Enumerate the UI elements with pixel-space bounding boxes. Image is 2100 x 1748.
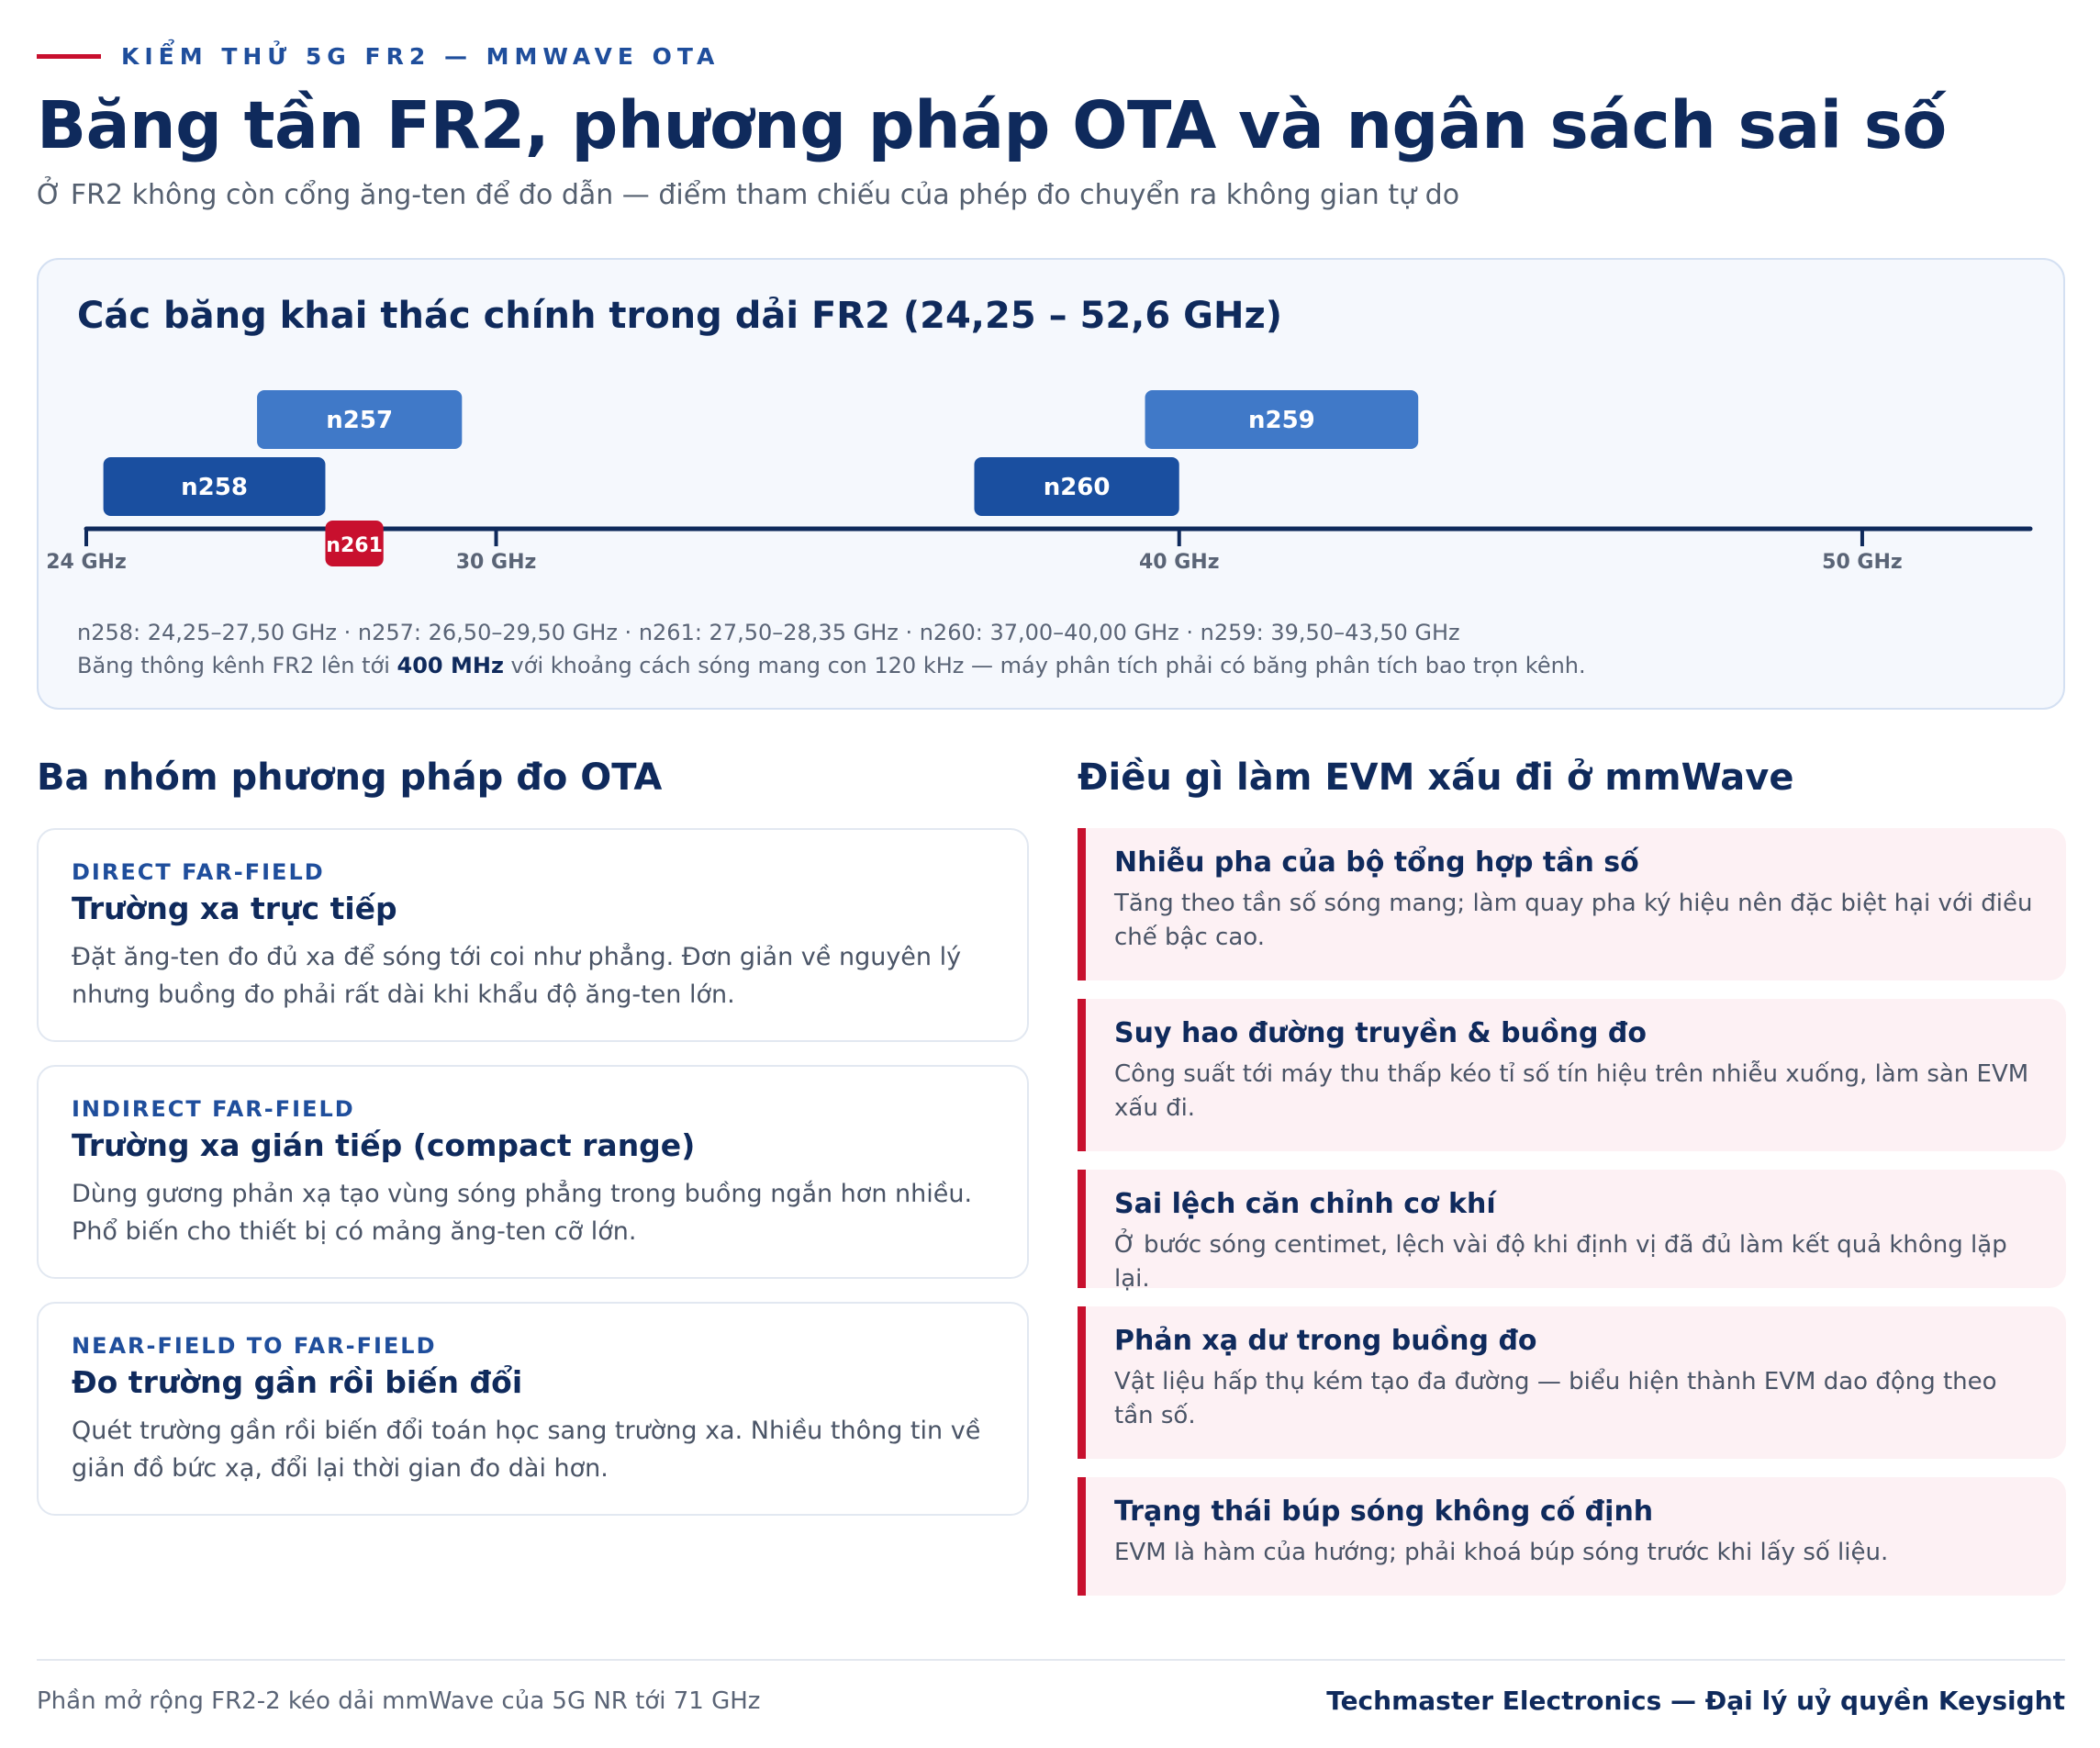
band-label-n258: n258 — [181, 474, 248, 501]
methods-title: Ba nhóm phương pháp đo OTA — [37, 756, 663, 799]
eyebrow — [37, 40, 720, 72]
footer-note: Phần mở rộng FR2-2 kéo dải mmWave của 5G NR tới 71 GHz — [37, 1687, 761, 1715]
factor-description: EVM là hàm của hướng; phải khoá búp sóng trước khi lấy số liệu. — [1114, 1539, 1889, 1566]
band-label-n259: n259 — [1247, 407, 1315, 434]
factors-title: Điều gì làm EVM xấu đi ở mmWave — [1078, 756, 1794, 799]
factor-card-beam-state — [1078, 1477, 2066, 1596]
factor-card-reflections — [1078, 1306, 2066, 1459]
factor-title: Sai lệch căn chỉnh cơ khí — [1114, 1188, 1496, 1220]
factor-title: Phản xạ dư trong buồng đo — [1114, 1325, 1537, 1357]
axis-tick-label: 40 GHz — [1138, 551, 1220, 574]
band-note-bandwidth: 400 MHz — [397, 653, 504, 678]
factor-description: Tăng theo tần số sóng mang; làm quay pha ký hiệu nên đặc biệt hại với điều chế bậc cao. — [1114, 890, 2033, 951]
factor-title: Trạng thái búp sóng không cố định — [1114, 1496, 1654, 1528]
band-note — [77, 653, 1586, 678]
footer-brand: Techmaster Electronics — Đại lý uỷ quyền Keysight — [1326, 1686, 2065, 1716]
factor-description: Công suất tới máy thu thấp kéo tỉ số tín hiệu trên nhiễu xuống, làm sàn EVM xấu đi. — [1114, 1060, 2029, 1122]
eyebrow-text: KIỂM THỬ 5G FR2 — MMWAVE OTA — [121, 42, 720, 70]
eyebrow-accent-line — [37, 54, 101, 59]
factor-description: Ở bước sóng centimet, lệch vài độ khi định vị đã đủ làm kết quả không lặp lại. — [1114, 1231, 2007, 1293]
axis-tick-label: 50 GHz — [1822, 551, 1903, 574]
band-chart-title: Các băng khai thác chính trong dải FR2 (24,25 – 52,6 GHz) — [77, 295, 1283, 337]
band-note-text: Băng thông kênh FR2 lên tới — [77, 653, 397, 678]
page-subtitle: Ở FR2 không còn cổng ăng-ten để đo dẫn — điểm tham chiếu của phép đo chuyển ra không gian tự do — [37, 179, 1460, 211]
method-name: Trường xa trực tiếp — [72, 891, 397, 926]
method-name: Trường xa gián tiếp (compact range) — [72, 1127, 696, 1163]
method-description: Dùng gương phản xạ tạo vùng sóng phẳng trong buồng ngắn hơn nhiều. Phổ biến cho thiết bị có mảng ăng-ten cỡ lớn. — [72, 1180, 973, 1246]
method-description: Quét trường gần rồi biến đổi toán học sang trường xa. Nhiều thông tin về giản đồ bức xạ, đổi lại thời gian đo dài hơn. — [72, 1417, 981, 1483]
factor-description: Vật liệu hấp thụ kém tạo đa đường — biểu hiện thành EVM dao động theo tần số. — [1114, 1368, 1997, 1429]
band-chart-card — [37, 258, 2065, 710]
factor-title: Suy hao đường truyền & buồng đo — [1114, 1017, 1647, 1049]
axis-tick-label: 30 GHz — [455, 551, 537, 574]
method-description: Đặt ăng-ten đo đủ xa để sóng tới coi như phẳng. Đơn giản về nguyên lý nhưng buồng đo phải rất dài khi khẩu độ ăng-ten lớn. — [72, 943, 962, 1009]
method-card-indirect-far-field — [37, 1065, 1029, 1279]
axis-tick-label: 24 GHz — [46, 551, 127, 574]
factor-card-phase-noise — [1078, 828, 2066, 980]
band-label-n257: n257 — [326, 407, 394, 434]
method-tag: NEAR-FIELD TO FAR-FIELD — [72, 1333, 437, 1359]
method-tag: DIRECT FAR-FIELD — [72, 859, 325, 885]
method-card-near-field — [37, 1302, 1029, 1516]
method-tag: INDIRECT FAR-FIELD — [72, 1096, 355, 1122]
footer-divider — [37, 1659, 2065, 1661]
page-title: Băng tần FR2, phương pháp OTA và ngân sách sai số — [37, 87, 1947, 163]
factor-card-alignment — [1078, 1170, 2066, 1293]
factor-title: Nhiễu pha của bộ tổng hợp tần số — [1114, 846, 1639, 879]
factor-card-path-loss — [1078, 999, 2066, 1151]
method-name: Đo trường gần rồi biến đổi — [72, 1364, 523, 1400]
band-label-n261: n261 — [326, 534, 383, 557]
band-label-n260: n260 — [1043, 474, 1111, 501]
band-range-list: n258: 24,25–27,50 GHz · n257: 26,50–29,50 GHz · n261: 27,50–28,35 GHz · n260: 37,00–40,00 GHz · n259: 39,50–43,50 GHz — [77, 620, 1460, 645]
band-note-text-end: với khoảng cách sóng mang con 120 kHz — máy phân tích phải có băng phân tích bao trọn kênh. — [503, 653, 1586, 678]
method-card-direct-far-field — [37, 828, 1029, 1042]
